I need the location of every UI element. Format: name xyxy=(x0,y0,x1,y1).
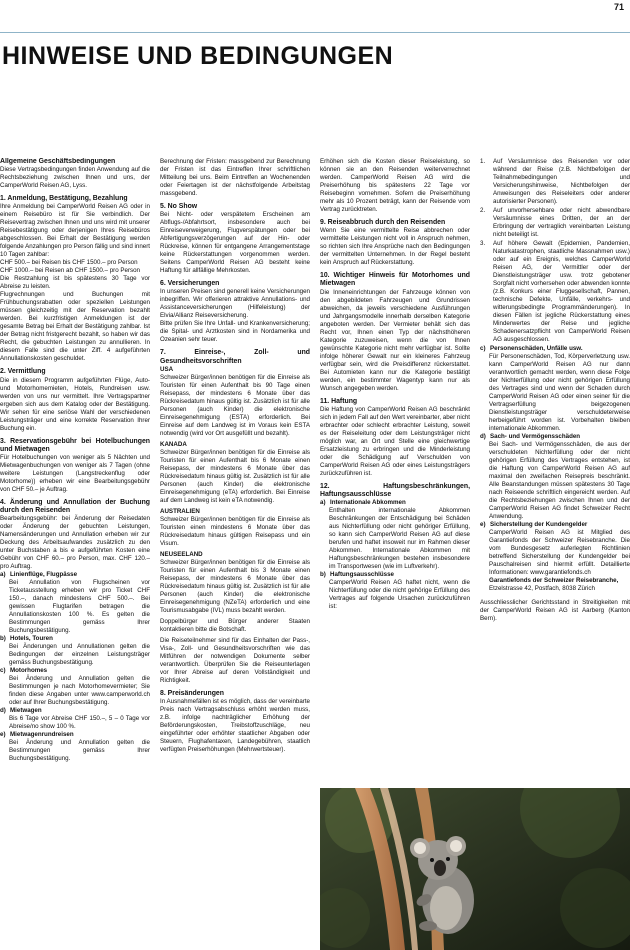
list-heading: Hotels, Touren xyxy=(10,635,53,643)
list-marker: e) xyxy=(480,521,486,528)
list-heading: Motorhomes xyxy=(10,667,48,675)
list-text: CamperWorld Reisen AG haftet nicht, wenn die Nichterfüllung oder die nicht gehörige Erfüllung des Vertrages auf folgende Ursachen zurückzuführen ist: xyxy=(329,579,470,611)
paragraph: Bearbeitungsgebühr: bei Änderung der Reisedaten oder Änderung der gebuchten Leistungen, Namensänderungen und Annullation erheben wir zur Deckung des Arbeitsaufwandes zusätzlich zu den unter Buchstaben a bis e aufgeführten Kosten eine Gebühr von CHF 60.– pro Person, max. CHF 120.– pro Auftrag. xyxy=(0,515,150,571)
page-number: 71 xyxy=(613,2,624,12)
list-text: CamperWorld Reisen AG ist Mitglied des Garantiefonds der Schweizer Reisebranche. Die vom Bundesgesetz auferlegten Richtlinien betreffend Sicherstellung der Kundengelder bei Pauschalreisen sind hiermit erfüllt. Detaillierte Informationen: www.garantiefonds.ch xyxy=(489,529,630,576)
paragraph: Schweizer Bürger/innen benötigen für die Einreise als Touristen einen mindestens 6 Monate über das Rückreisedatum hinaus gültigen Reisepass und ein Visum. xyxy=(160,515,310,547)
list-item xyxy=(0,571,150,579)
list-item xyxy=(0,707,150,715)
page-title: HINWEISE UND BEDINGUNGEN xyxy=(2,42,394,70)
list-marker: c) xyxy=(0,667,6,675)
list-text: Garantiefonds der Schweizer Reisebranche, xyxy=(489,577,619,584)
heading-reservationsgebuehr: 3. Reservationsgebühr bei Hotelbuchungen und Mietwagen xyxy=(0,437,150,453)
list-text: Bei Annullation von Flugscheinen vor Ticketausstellung erheben wir pro Ticket CHF 150.–, danach mindestens CHF 500.–. Bei gewissen Flugtarifen betragen die Annullationskosten 100 %. Es gelten die Bestimmungen gemäss Ihrer Buchungsbestätigung. xyxy=(9,579,150,635)
list-heading: Internationale Abkommen xyxy=(330,499,406,507)
paragraph: Schweizer Bürger/innen benötigen für die Einreise als Touristen für einen Aufenthalt bis 90 Tage einen Reisepass, der mindestens 6 Monate über das Rückreisedatum hinaus gültig ist. Zusätzlich ist für alle Personen (auch Kinder) die elektronische Einreisegenehmigung (ESTA) erforderlich. Bei Einreise auf dem Landweg ist im Voraus kein ESTA notwendig (wird vor Ort ausgefüllt und bezahlt). xyxy=(160,373,310,437)
paragraph: Die Reiseteilnehmer sind für das Einhalten der Pass-, Visa-, Zoll- und Gesundheitsvorschriften wie das Mitführen der notwendigen Dokumente selber verantwortlich. Überprüfen Sie die Reiseunterlagen vor Ihrer Abreise auf deren Vollständigkeit und Richtigkeit. xyxy=(160,636,310,684)
list-marker: b) xyxy=(320,571,326,579)
list-marker: 1. xyxy=(480,158,486,165)
list-marker: c) xyxy=(480,345,486,352)
paragraph: Schweizer Bürger/innen benötigen für die Einreise als Touristen für einen Aufenthalt bis 6 Monate einen Reisepass, der mindestens 6 Monate über das Rückreisedatum hinaus gültig ist. Zusätzlich ist für alle Personen (auch Kinder) die elektronische Einreisegenehmigung (eTA) erforderlich. Bei Einreise auf dem Landweg ist kein eTA notwendig. xyxy=(160,448,310,504)
paragraph: Diese Vertragsbedingungen finden Anwendung auf die Rechtsbeziehung zwischen Ihnen und uns, der CamperWorld Reisen AG, Lyss. xyxy=(0,166,150,190)
list-item xyxy=(480,345,630,353)
koala-illustration xyxy=(320,788,630,950)
list-item xyxy=(320,571,470,579)
list-text: Bis 6 Tage vor Abreise CHF 150.–, 5 – 0 Tage vor Abreise/no show 100 %. xyxy=(9,715,150,731)
list-marker: a) xyxy=(320,499,326,507)
list-marker: d) xyxy=(0,707,6,715)
list-heading: Personenschäden, Unfälle usw. xyxy=(490,345,583,352)
paragraph: Die Inneneinrichtungen der Fahrzeuge können von den abgebildeten Fahrzeugen und Grundrissen abweichen, da jeweils verschiedene Ausführungen und Jahrgangsmodelle innerhalb derselben Kategorie angeboten werden. Der Vermieter behält sich das Recht vor, Ihnen einen Typ der nächsthöheren Kategorie zuzuweisen, wenn die von Ihnen gewünschte Kategorie nicht mehr verfügbar ist. Sollte infolge höherer Gewalt nur ein kleineres Fahrzeug verfügbar sein, wird die Preisdifferenz rückerstattet. Bei Automieten kann nur die Kategorie bestätigt werden, ein bestimmter Wagentyp kann nur als Wunsch angegeben werden. xyxy=(320,288,470,392)
heading-versicherungen: 6. Versicherungen xyxy=(160,280,220,288)
paragraph: Flugrechnungen und Buchungen mit Frühbuchungsrabatten oder speziellen Leistungen müssen gleichzeitig mit der Reservation bezahlt werden. Bei kurzfristigen Anmeldungen ist der gesamte Betrag bei Erhalt der Bestätigung zahlbar. Ist der Betrag nicht fristgerecht bezahlt, so haben wir das Recht, die gebuchten Leistungen zu annullieren. In diesem Falle sind die unter Ziff. 4 aufgeführten Annullationskosten geschuldet. xyxy=(0,291,150,363)
list-heading: Sicherstellung der Kundengelder xyxy=(490,521,588,528)
paragraph: Ihre Anmeldung bei CamperWorld Reisen AG oder in einem Reisebüro ist für Sie verbindlich. Der Reisevertrag zwischen Ihnen und uns wird mit unserer Reisebestätigung oder derjenigen Ihres Reisebüros abgeschlossen. Bei Erhalt der Bestätigung werden folgende Anzahlungen pro Person fällig und sind innert 10 Tagen zahlbar: xyxy=(0,203,150,259)
numbered-item xyxy=(480,158,630,206)
list-text: Bei Sach- und Vermögensschäden, die aus der verschuldeten Nichterfüllung oder der nicht gehörigen Erfüllung des Vertrages entstehen, ist die Haftung von CamperWorld Reisen AG auf maximal den zweifachen Reisepreis beschränkt. Alle Beanstandungen müssen spätestens 30 Tage nach Reiseende schriftlich eingereicht werden. Auf die Rechtsbeziehungen zwischen Ihnen und der CamperWorld Reisen AG findet Schweizer Recht Anwendung. xyxy=(489,441,630,520)
column-4 xyxy=(480,158,630,788)
heading-preisaenderungen: 8. Preisänderungen xyxy=(160,689,224,697)
list-item xyxy=(480,433,630,441)
list-text: Bei Änderungen und Annullationen gelten die Bedingungen der einzelnen Leistungsträger gemäss Buchungsbestätigung. xyxy=(9,643,150,667)
list-marker: e) xyxy=(0,731,6,739)
top-rule xyxy=(0,32,630,33)
list-text: Bei Änderung und Annullation gelten die Bestimmungen je nach Motorhomevermieter; Sie finden diese Angaben unter www.camperworld.ch oder auf Ihrer Buchungsbestätigung. xyxy=(9,675,150,707)
list-marker: b) xyxy=(0,635,6,643)
list-item xyxy=(0,731,150,739)
list-heading: Mietwagenrundreisen xyxy=(10,731,74,739)
paragraph: Wenn Sie eine vermittelte Reise abbrechen oder vermittelte Leistungen nicht voll in Anspruch nehmen, so richten sich Ihre Ansprüche nach den Bedingungen der vermittelten Unternehmen. In der Regel besteht kein Anspruch auf Rückerstattung. xyxy=(320,227,470,267)
paragraph: Erhöhen sich die Kosten dieser Reiseleistung, so können sie an den Reisenden weiterverrechnet werden. CamperWorld Reisen AG wird die Preiserhöhung bis spätestens 22 Tage vor Reisebeginn vornehmen. Sofern die Preiserhöhung mehr als 10 Prozent beträgt, kann der Reisende vom Vertrag zurücktreten. xyxy=(320,158,470,213)
list-text: Auf unvorhersehbare oder nicht abwendbare Versäumnisse eines Dritten, der an der Erbringung der vertraglich vereinbarten Leistung nicht beteiligt ist. xyxy=(493,207,630,238)
column-3 xyxy=(320,158,470,788)
paragraph: CHF 1000.– bei Reisen ab CHF 1500.– pro Person xyxy=(0,267,140,275)
numbered-item xyxy=(480,240,630,344)
paragraph: Doppelbürger und Bürger anderer Staaten kontaktieren bitte die Botschaft. xyxy=(160,617,310,633)
list-text: Auf höhere Gewalt (Epidemien, Pandemien, Naturkatastrophen, staatliche Massnahmen usw.) oder auf ein Ereignis, welches CamperWorld Reisen AG, der Vermittler oder der Dienstleistungsträger usw. trotz gebotener Sorgfalt nicht vorhersehen oder abwenden konnte (z.B. Konkurs einer Fluggesellschaft, Pannen, technische Defekte, Unfälle, verkehrs- und witterungsbedingte Programmänderungen). In diesen Fällen ist jegliche Rückerstattung eines Minderwertes der Reise und jegliche Schadenersatzpflicht von CamperWorld Reisen AG ausgeschlossen. xyxy=(493,240,630,343)
country-label-kanada: KANADA xyxy=(160,440,187,448)
list-text: Für Personenschäden, Tod, Körperverletzung usw. kann CamperWorld Reisen AG nur dann verantwortlich gemacht werden, wenn diese Folge der Nichterfüllung oder nicht gehörigen Erfüllung des Vertrages sind und wenn der Schaden durch CamperWorld Reisen AG oder einen seiner für die Vertragserfüllung beigezogenen Dienstleistungsträger verschuldeterweise herbeigeführt worden ist. Vorbehalten bleiben internationale Abkommen. xyxy=(489,353,630,432)
list-marker: d) xyxy=(480,433,486,440)
paragraph: In Ausnahmefällen ist es möglich, dass der vereinbarte Preis nach Vertragsabschluss erhöht werden muss, z.B. infolge nachträglicher Erhöhung der Beförderungskosten, Treibstoffzuschläge, neu eingeführter oder erhöhter staatlicher Abgaben oder Steuern, Flughafentaxen, Landegebühren, staatlich verfügten Preiserhöhungen (Mehrwertsteuer). xyxy=(160,698,310,754)
paragraph: Die Restzahlung ist bis spätestens 30 Tage vor Abreise zu leisten. xyxy=(0,275,150,291)
paragraph: Die Haftung von CamperWorld Reisen AG beschränkt sich in jedem Fall auf den Wert vereinbarter, aber nicht erbrachter oder schlecht erbrachter Leistung, soweit es der Reiseleitung oder dem Leistungsträger nicht möglich war, an Ort und Stelle eine gleichwertige Ersatzleistung zu erbringen und die Minderleistung oder die Schädigung auf Verschulden von CamperWorld Reisen AG oder eines Leistungsträgers zurückzuführen ist. xyxy=(320,405,470,477)
list-marker: a) xyxy=(0,571,6,579)
country-label-australien: AUSTRALIEN xyxy=(160,507,200,515)
list-item xyxy=(320,499,470,507)
list-heading: Sach- und Vermögensschäden xyxy=(490,433,581,440)
list-heading: Haftungsausschlüsse xyxy=(330,571,394,579)
paragraph: Berechnung der Fristen: massgebend zur Berechnung der Fristen ist das Eintreffen Ihrer schriftlichen Mitteilung bei uns. Beim Eintreffen an Wochenenden oder Feiertagen ist der nächstfolgende Arbeitstag massgebend. xyxy=(160,158,310,197)
paragraph: Schweizer Bürger/innen benötigen für die Einreise als Touristen für einen Aufenthalt bis 3 Monate einen Reisepass, der mindestens 6 Monate über das Rückreisedatum hinaus gültig ist. Zusätzlich ist für alle Personen (auch Kinder) die elektronische Einreisegenehmigung (NZeTA) erforderlich und eine Tourismusabgabe (IVL) muss bezahlt werden. xyxy=(160,558,310,614)
heading-anmeldung: 1. Anmeldung, Bestätigung, Bezahlung xyxy=(0,195,128,203)
country-label-neuseeland: NEUSEELAND xyxy=(160,550,203,558)
paragraph: Bei Nicht- oder verspätetem Erscheinen am Abflugs-/Abfahrtsort, insbesondere auch bei Einreiseverweigerung, Flugverspätungen oder bei Abfertigungsverzögerungen auf der Hin- oder Rückreise, können für entgangene Arrangementstage keine Rückerstattungen vorgenommen werden. Seitens CamperWorld Reisen AG besteht keine Haftung für allfällige Mehrkosten. xyxy=(160,211,310,275)
list-item xyxy=(480,521,630,529)
paragraph: In unseren Preisen sind generell keine Versicherungen inbegriffen. Wir offerieren attraktive Annullations- und Assistanceversicherungen (Hilfeleistung) der Elvia/Allianz Reiseversicherung. xyxy=(160,288,310,320)
paragraph: CHF 500.– bei Reisen bis CHF 1500.– pro Person xyxy=(0,259,138,267)
list-marker: 3. xyxy=(480,240,486,247)
column-2 xyxy=(160,158,310,950)
list-text: Enthalten internationale Abkommen Beschränkungen der Entschädigung bei Schäden aus Nichterfüllung oder nicht gehöriger Erfüllung, so kann sich CamperWorld Reisen AG auf diese berufen und haftet insoweit nur im Rahmen dieser Abkommen. Internationale Abkommen mit Haftungsbeschränkungen bestehen insbesondere im Transportwesen (wie im Luftverkehr). xyxy=(329,507,470,571)
country-label-usa: USA xyxy=(160,365,174,373)
heading-vermittlung: 2. Vermittlung xyxy=(0,368,46,376)
koala-photo xyxy=(320,788,630,950)
list-item xyxy=(0,667,150,675)
list-text: Auf Versäumnisse des Reisenden vor oder während der Reise (z.B. Nichtbefolgen der Teilnahmebedingungen und Versicherungshinweise, Nichtbefolgen der Anweisungen des Reiseleiters oder anderer autorisierter Personen). xyxy=(493,158,630,205)
numbered-item xyxy=(480,207,630,239)
list-heading: Linienflüge, Flugpässe xyxy=(10,571,78,579)
heading-einreise: 7. Einreise-, Zoll- und Gesundheitsvorschriften xyxy=(160,349,310,365)
list-text: Etzelstrasse 42, Postfach, 8038 Zürich xyxy=(489,585,595,592)
paragraph: Die in diesem Programm aufgeführten Flüge, Auto- und Motorhomemieten, Hotels, Rundreisen usw. werden von uns nur vermittelt. Ihre Vertragspartner ergeben sich aus dem Katalog oder der Bestätigung. Wir sehen für eine seriöse Wahl der verschiedenen Leistungsträger und eine korrekte Reservation Ihrer Buchung ein. xyxy=(0,376,150,432)
list-text: Bei Änderung und Annullation gelten die Bestimmungen gemäss Ihrer Buchungsbestätigung. xyxy=(9,739,150,763)
list-heading: Mietwagen xyxy=(10,707,42,715)
heading-motorhomes: 10. Wichtiger Hinweis für Motorhomes und Mietwagen xyxy=(320,272,470,288)
heading-no-show: 5. No Show xyxy=(160,203,198,210)
paragraph: Bitte prüfen Sie Ihre Unfall- und Krankenversicherung; die Spital- und Arztkosten sind in Nordamerika und Ozeanien sehr teuer. xyxy=(160,320,310,344)
heading-aenderung: 4. Änderung und Annullation der Buchung durch den Reisenden xyxy=(0,499,150,515)
paragraph: Für Hotelbuchungen von weniger als 5 Nächten und Mietwagenbuchungen von weniger als 7 Tagen (ohne weitere Leistungen (Langstreckenflug oder Motorhome)) erheben wir eine Bearbeitungsgebühr von CHF 50.– je Auftrag. xyxy=(0,454,150,494)
heading-haftung: 11. Haftung xyxy=(320,397,358,405)
heading-reiseabbruch: 9. Reiseabbruch durch den Reisenden xyxy=(320,219,446,226)
list-marker: 2. xyxy=(480,207,486,214)
heading-haftungsbeschraenkungen: 12. Haftungsbeschränkungen, Haftungsausschlüsse xyxy=(320,482,470,499)
list-item xyxy=(0,635,150,643)
heading-agb: Allgemeine Geschäftsbedingungen xyxy=(0,158,116,165)
column-1 xyxy=(0,158,150,950)
paragraph: Ausschliesslicher Gerichtsstand in Streitigkeiten mit der CamperWorld Reisen AG ist Aarberg (Kanton Bern). xyxy=(480,599,630,622)
